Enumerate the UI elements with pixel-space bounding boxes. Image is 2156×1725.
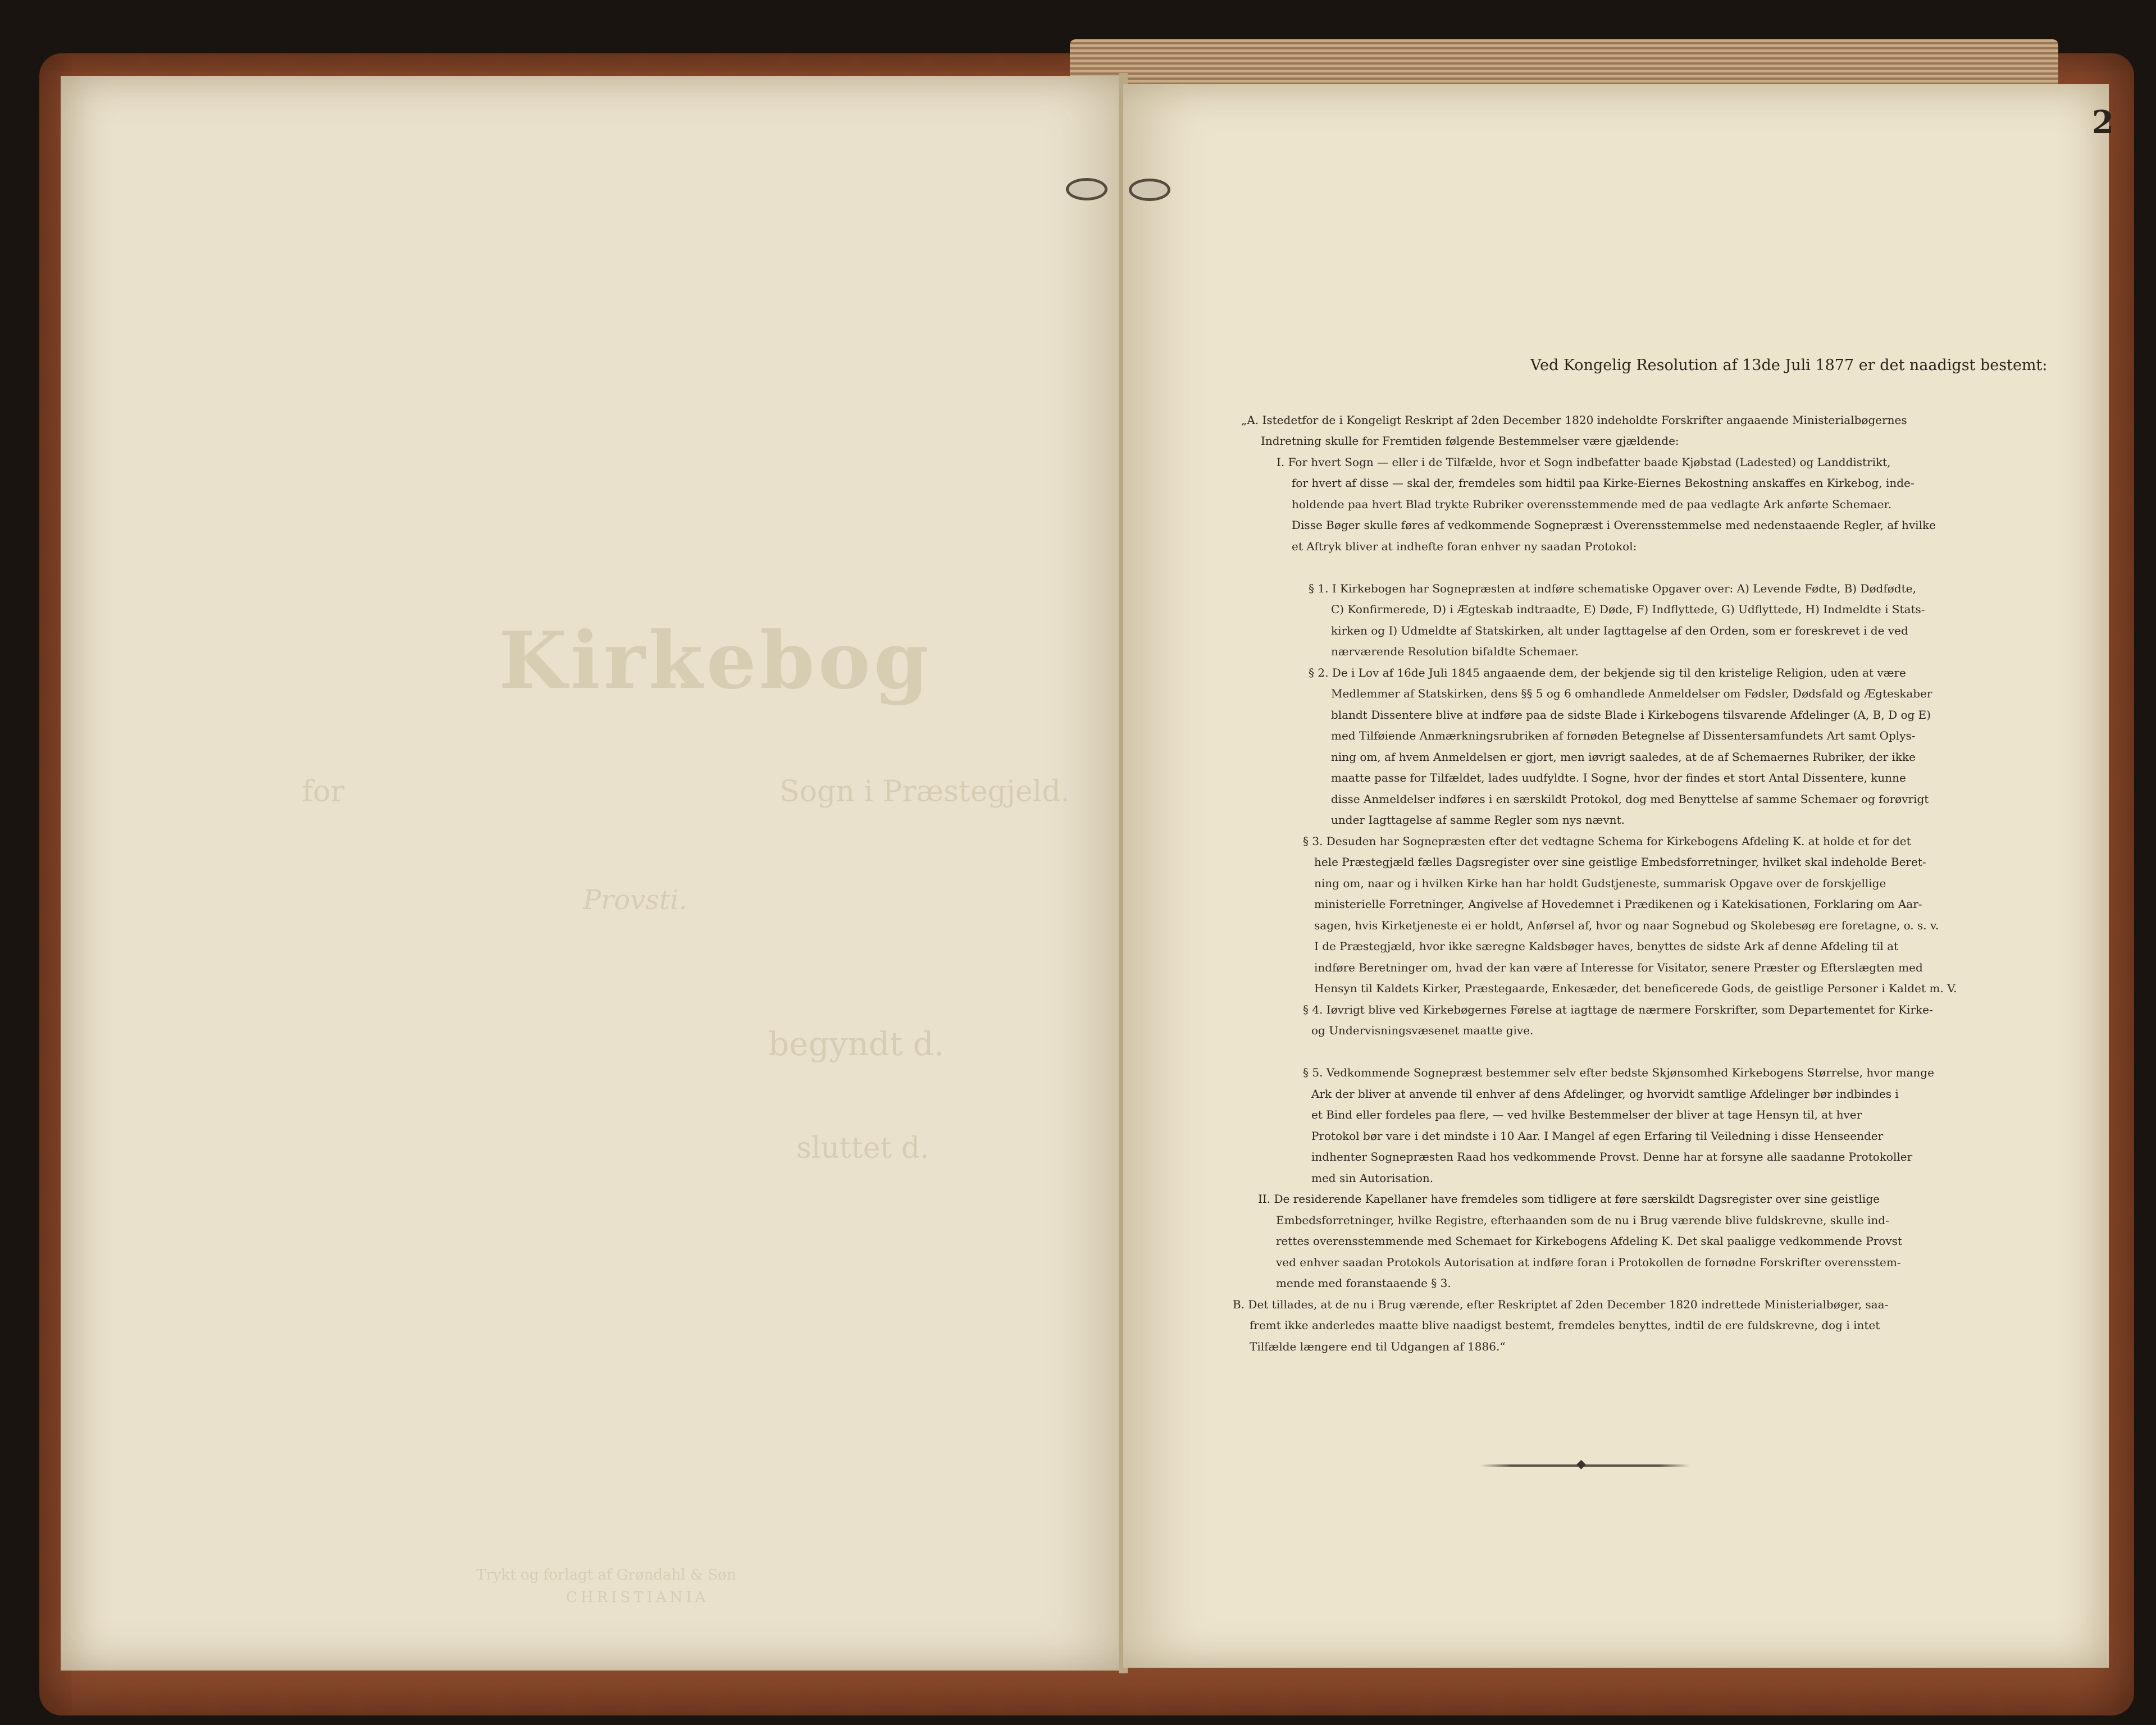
resolution-line: Embedsforretninger, hvilke Registre, efterhaanden som de nu i Brug værende blive fuldskrevne, skulle ind- (1276, 1213, 1889, 1227)
resolution-line: fremt ikke anderledes maatte blive naadigst bestemt, fremdeles benyttes, indtil de ere fuldskrevne, dog i intet (1250, 1318, 1880, 1332)
resolution-line: ved enhver saadan Protokols Autorisation at indføre foran i Protokollen de fornødne Forskrifter overensstem- (1276, 1256, 1901, 1269)
resolution-line: § 3. Desuden har Sognepræsten efter det vedtagne Schema for Kirkebogens Afdeling K. at holde et for det (1303, 834, 1911, 848)
resolution-line: sagen, hvis Kirketjeneste ei er holdt, Anførsel af, hvor og naar Sognebud og Skolebesøg ere foretagne, o. s. v. (1314, 919, 1939, 932)
bleed-through-title: Kirkebog (499, 615, 932, 707)
resolution-line: ning om, naar og i hvilken Kirke han har holdt Gudstjeneste, summarisk Opgave over de forskjellige (1314, 877, 1886, 890)
book-page-edges (1070, 39, 2058, 90)
resolution-line: B. Det tillades, at de nu i Brug værende, efter Reskriptet af 2den December 1820 indrettede Ministerialbøger, saa- (1233, 1298, 1889, 1311)
resolution-line: II. De residerende Kapellaner have fremdeles som tidligere at føre særskildt Dagsregister over sine geistlige (1258, 1192, 1880, 1206)
resolution-line: Hensyn til Kaldets Kirker, Præstegaarde, Enkesæder, det beneficerede Gods, de geistlige Personer i Kaldet m. V. (1314, 982, 1957, 995)
resolution-line: mende med foranstaaende § 3. (1276, 1276, 1451, 1290)
resolution-line: I de Præstegjæld, hvor ikke særegne Kaldsbøger haves, benyttes de sidste Ark af denne Afdeling til at (1314, 939, 1899, 953)
bleed-through-printer: Trykt og forlagt af Grøndahl & Søn (476, 1567, 736, 1583)
resolution-line: Ark der bliver at anvende til enhver af dens Afdelinger, og hvorvidt samtlige Afdelinger bør indbindes i (1311, 1087, 1899, 1101)
resolution-line: „A. Istedetfor de i Kongeligt Reskript af 2den December 1820 indeholdte Forskrifter angaaende Ministerialbøgernes (1241, 413, 1907, 427)
resolution-line: § 1. I Kirkebogen har Sognepræsten at indføre schematiske Opgaver over: A) Levende Fødte, B) Dødfødte, (1309, 582, 1916, 595)
ornamental-divider (1480, 1464, 1690, 1467)
resolution-line: kirken og I) Udmeldte af Statskirken, alt under Iagttagelse af den Orden, som er foreskrevet i de ved (1331, 624, 1908, 637)
resolution-line: ministerielle Forretninger, Angivelse af Hovedemnet i Prædikenen og i Katekisationen, Forklaring om Aar- (1314, 897, 1922, 911)
binding-hole-right (1129, 179, 1170, 201)
resolution-line: § 2. De i Lov af 16de Juli 1845 angaaende dem, der bekjende sig til den kristelige Religion, uden at være (1309, 666, 1906, 679)
bleed-through-parish: Sogn i Præstegjeld. (780, 775, 1070, 809)
resolution-line: Medlemmer af Statskirken, dens §§ 5 og 6 omhandlede Anmeldelser om Fødsler, Dødsfald og Ægteskaber (1331, 687, 1932, 700)
bleed-through-provsti: Provsti. (583, 884, 687, 916)
resolution-line: Tilfælde længere end til Udgangen af 1886.“ (1250, 1340, 1506, 1353)
resolution-line: indføre Beretninger om, hvad der kan være af Interesse for Visitator, senere Præster og Efterslægten med (1314, 961, 1923, 974)
resolution-line: § 4. Iøvrigt blive ved Kirkebøgernes Førelse at iagttage de nærmere Forskrifter, som Departementet for Kirke- (1303, 1003, 1933, 1016)
resolution-line: Indretning skulle for Fremtiden følgende Bestemmelser være gjældende: (1261, 434, 1679, 448)
resolution-line: Disse Bøger skulle føres af vedkommende Sognepræst i Overensstemmelse med nedenstaaende Regler, af hvilke (1292, 518, 1936, 532)
resolution-heading: Ved Kongelig Resolution af 13de Juli 1877 er det naadigst bestemt: (1530, 357, 2048, 374)
bleed-through-city: CHRISTIANIA (566, 1589, 709, 1606)
bleed-through-begun: begyndt d. (768, 1025, 945, 1063)
resolution-line: et Bind eller fordeles paa flere, — ved hvilke Bestemmelser der bliver at tage Hensyn til, at hver (1311, 1108, 1862, 1121)
resolution-line: holdende paa hvert Blad trykte Rubriker overensstemmende med de paa vedlagte Ark anførte Schemaer. (1292, 498, 1892, 511)
resolution-line: med sin Autorisation. (1311, 1171, 1434, 1185)
resolution-line: Protokol bør vare i det mindste i 10 Aar. I Mangel af egen Erfaring til Veiledning i disse Henseender (1311, 1129, 1884, 1143)
resolution-line: blandt Dissentere blive at indføre paa de sidste Blade i Kirkebogens tilsvarende Afdelinger (A, B, D og E) (1331, 708, 1931, 722)
page-number: 2 (2092, 104, 2114, 141)
resolution-line: C) Konfirmerede, D) i Ægteskab indtraadte, E) Døde, F) Indflyttede, G) Udflyttede, H) Indmeldte i Stats- (1331, 603, 1925, 616)
resolution-line: maatte passe for Tilfældet, lades uudfyldte. I Sogne, hvor der findes et stort Antal Dissentere, kunne (1331, 771, 1906, 784)
bleed-through-ended: sluttet d. (796, 1131, 929, 1165)
resolution-line: for hvert af disse — skal der, fremdeles som hidtil paa Kirke-Eiernes Bekostning anskaffes en Kirkebog, inde- (1292, 476, 1915, 490)
binding-hole-left (1066, 178, 1107, 200)
resolution-line: med Tilføiende Anmærkningsrubriken af fornøden Betegnelse af Dissentersamfundets Art samt Oplys- (1331, 729, 1916, 742)
resolution-line: indhenter Sognepræsten Raad hos vedkommende Provst. Denne har at forsyne alle saadanne Protokoller (1311, 1150, 1913, 1163)
resolution-line: rettes overensstemmende med Schemaet for Kirkebogens Afdeling K. Det skal paaligge vedkommende Provst (1276, 1234, 1902, 1248)
resolution-line: under Iagttagelse af samme Regler som nys nævnt. (1331, 813, 1625, 827)
resolution-line: ning om, af hvem Anmeldelsen er gjort, men iøvrigt saaledes, at de af Schemaernes Rubriker, der ikke (1331, 750, 1916, 764)
resolution-line: et Aftryk bliver at indhefte foran enhver ny saadan Protokol: (1292, 540, 1637, 553)
resolution-line: hele Præstegjæld fælles Dagsregister over sine geistlige Embedsforretninger, hvilket skal indeholde Beret- (1314, 855, 1926, 869)
resolution-line: og Undervisningsvæsenet maatte give. (1311, 1024, 1534, 1037)
resolution-line: I. For hvert Sogn — eller i de Tilfælde, hvor et Sogn indbefatter baade Kjøbstad (Ladested) og Landdistrikt, (1277, 455, 1891, 469)
resolution-line: disse Anmeldelser indføres i en særskildt Protokol, dog med Benyttelse af samme Schemaer og forøvrigt (1331, 792, 1929, 806)
left-page (61, 76, 1125, 1671)
resolution-line: § 5. Vedkommende Sognepræst bestemmer selv efter bedste Skjønsomhed Kirkebogens Størrelse, hvor mange (1303, 1066, 1934, 1079)
bleed-through-for: for (302, 775, 345, 809)
right-page (1123, 84, 2109, 1668)
resolution-line: nærværende Resolution bifaldte Schemaer. (1331, 645, 1579, 658)
